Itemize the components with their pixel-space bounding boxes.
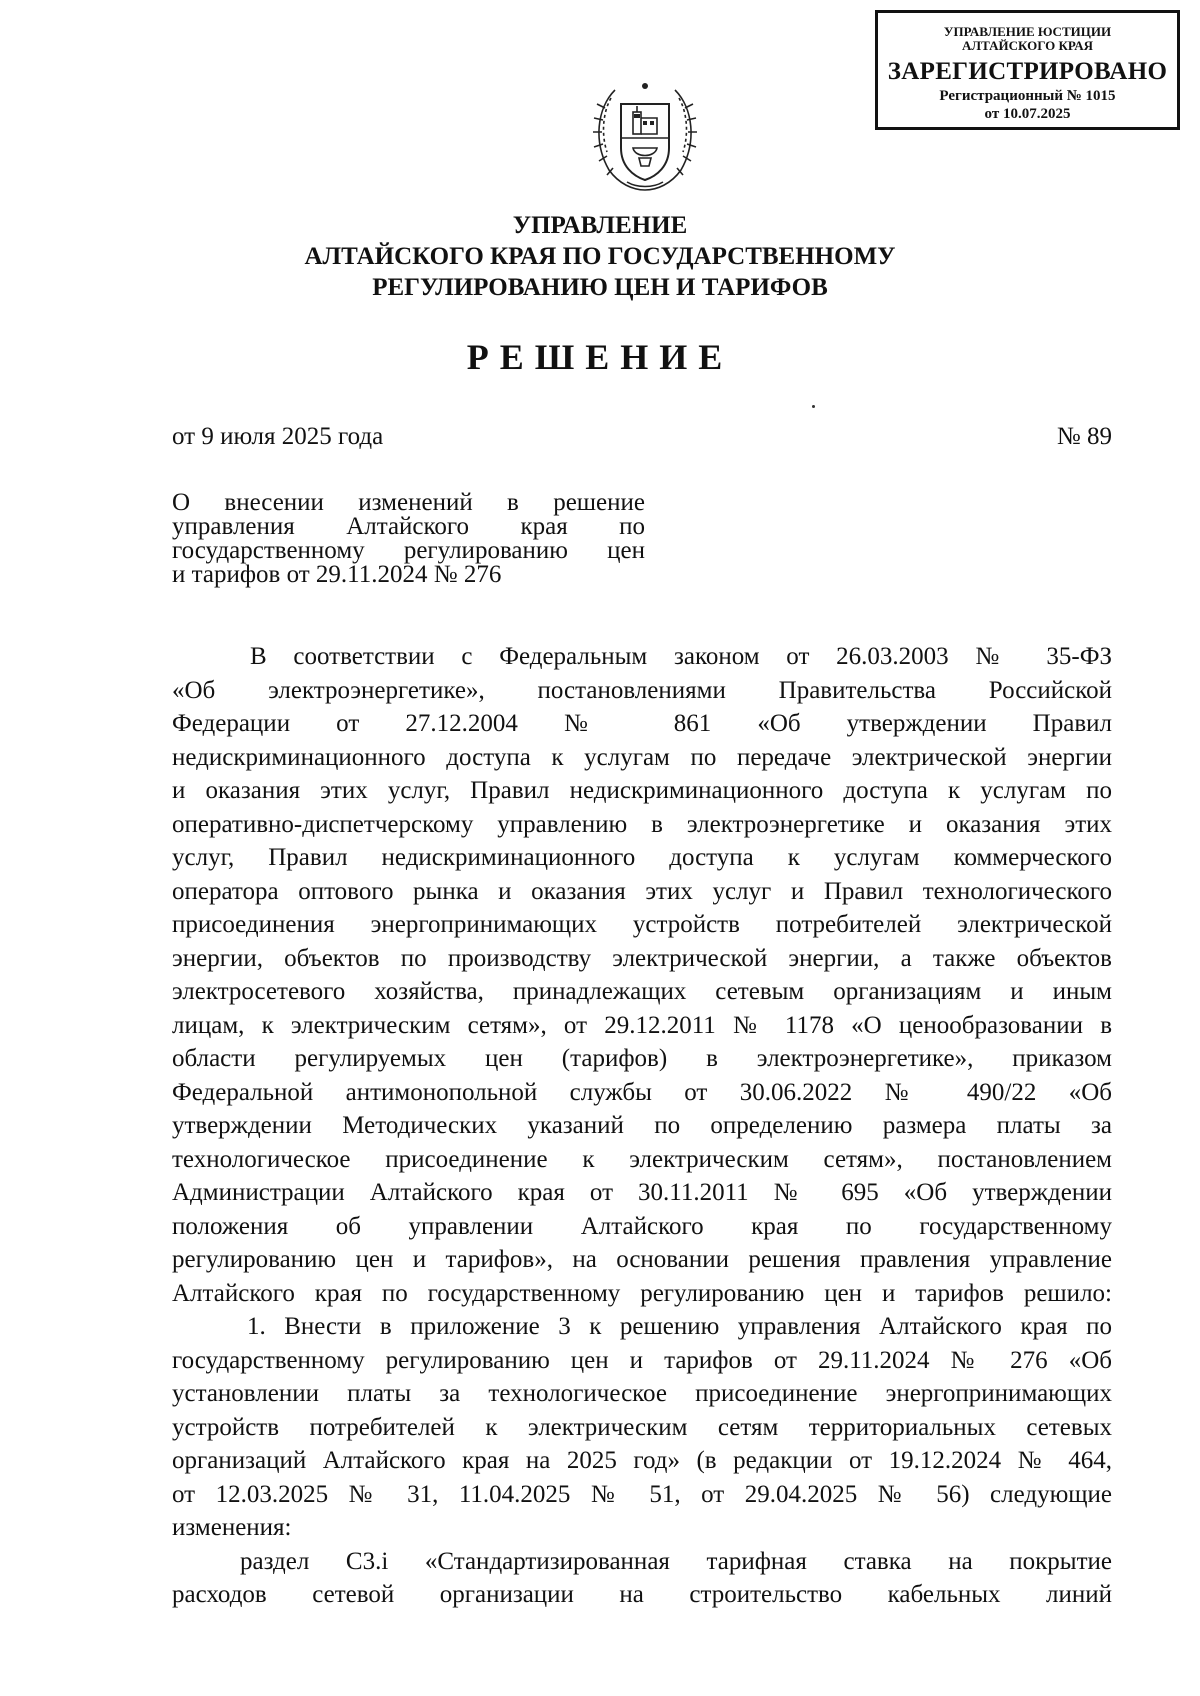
body-line: изменения:: [172, 1514, 292, 1541]
body-line: энергии, объектов по производству электрической энергии, а также объектов: [172, 944, 1112, 972]
body-line: от 12.03.2025 № 31, 11.04.2025 № 51, от 29.04.2025 № 56) следующие: [172, 1480, 1112, 1508]
body-line: государственному регулированию цен и тарифов от 29.11.2024 № 276 «Об: [172, 1346, 1112, 1374]
body-line: Федерации от 27.12.2004 № 861 «Об утверждении Правил: [172, 710, 1112, 737]
document-subject: [172, 491, 645, 587]
body-line: и оказания этих услуг, Правил недискриминационного доступа к услугам по: [172, 777, 1112, 804]
stamp-region: АЛТАЙСКОГО КРАЯ: [962, 38, 1093, 53]
body-line: Администрации Алтайского края от 30.11.2011 № 695 «Об утверждении: [172, 1179, 1112, 1206]
body-line: оперативно-диспетчерскому управлению в электроэнергетике и оказания этих: [172, 810, 1112, 838]
body-line: раздел С3.i «Стандартизированная тарифная ставка на покрытие: [240, 1547, 1112, 1575]
speck-dot: [812, 405, 815, 408]
body-line: области регулируемых цен (тарифов) в электроэнергетике», приказом: [172, 1045, 1112, 1072]
authority-line-2: АЛТАЙСКОГО КРАЯ ПО ГОСУДАРСТВЕННОМУ: [304, 243, 896, 270]
subject-line: управления Алтайского края по: [172, 513, 645, 540]
body-line: электросетевого хозяйства, принадлежащих сетевым организациям и иным: [172, 978, 1112, 1005]
date-number-row: [172, 423, 1112, 451]
document-number: № 89: [1056, 423, 1112, 450]
body-line: технологическое присоединение к электрическим сетям», постановлением: [172, 1145, 1112, 1173]
body-line: «Об электроэнергетике», постановлениями Правительства Российской: [172, 676, 1112, 704]
body-line: устройств потребителей к электрическим сетям территориальных сетевых: [172, 1413, 1112, 1441]
body-line: услуг, Правил недискриминационного доступа к услугам коммерческого: [172, 844, 1112, 871]
body-line: организаций Алтайского края на 2025 год» (в редакции от 19.12.2024 № 464,: [172, 1447, 1112, 1474]
altai-coat-of-arms-icon: [583, 78, 707, 196]
body-line: присоединения энергопринимающих устройств потребителей электрической: [172, 911, 1112, 938]
body-line: оператора оптового рынка и оказания этих услуг и Правил технологического: [172, 877, 1112, 905]
body-line: установлении платы за технологическое присоединение энергопринимающих: [172, 1380, 1112, 1407]
stamp-status: ЗАРЕГИСТРИРОВАНО: [887, 58, 1168, 85]
body-line: В соответствии с Федеральным законом от 26.03.2003 № 35-ФЗ: [250, 643, 1112, 670]
registration-stamp: [875, 10, 1180, 130]
document-body: [172, 640, 1112, 1612]
authority-line-3: РЕГУЛИРОВАНИЮ ЦЕН И ТАРИФОВ: [372, 274, 828, 301]
body-line: Алтайского края по государственному регулированию цен и тарифов решило:: [172, 1279, 1112, 1307]
stamp-reg-number: Регистрационный № 1015: [939, 88, 1116, 104]
body-line: лицам, к электрическим сетям», от 29.12.2011 № 1178 «О ценообразовании в: [172, 1011, 1112, 1039]
document-date: от 9 июля 2025 года: [172, 423, 384, 450]
body-line: 1. Внести в приложение 3 к решению управления Алтайского края по: [247, 1313, 1112, 1340]
body-line: положения об управлении Алтайского края по государственному: [172, 1212, 1112, 1240]
stamp-authority: УПРАВЛЕНИЕ ЮСТИЦИИ: [943, 24, 1112, 39]
subject-line: государственному регулированию цен: [172, 537, 645, 564]
document-type-heading: РЕШЕНИЕ: [466, 337, 734, 377]
body-line: утверждении Методических указаний по определению размера платы за: [172, 1112, 1112, 1139]
subject-line: О внесении изменений в решение: [172, 489, 645, 516]
authority-line-1: УПРАВЛЕНИЕ: [512, 212, 688, 239]
body-line: регулированию цен и тарифов», на основании решения правления управление: [172, 1246, 1112, 1273]
issuing-authority: [0, 210, 1200, 303]
subject-line: и тарифов от 29.11.2024 № 276: [172, 561, 502, 588]
stamp-reg-date: от 10.07.2025: [984, 106, 1071, 122]
body-line: недискриминационного доступа к услугам по передаче электрической энергии: [172, 743, 1112, 771]
body-line: расходов сетевой организации на строительство кабельных линий: [172, 1581, 1112, 1608]
body-line: Федеральной антимонопольной службы от 30.06.2022 № 490/22 «Об: [172, 1078, 1112, 1106]
